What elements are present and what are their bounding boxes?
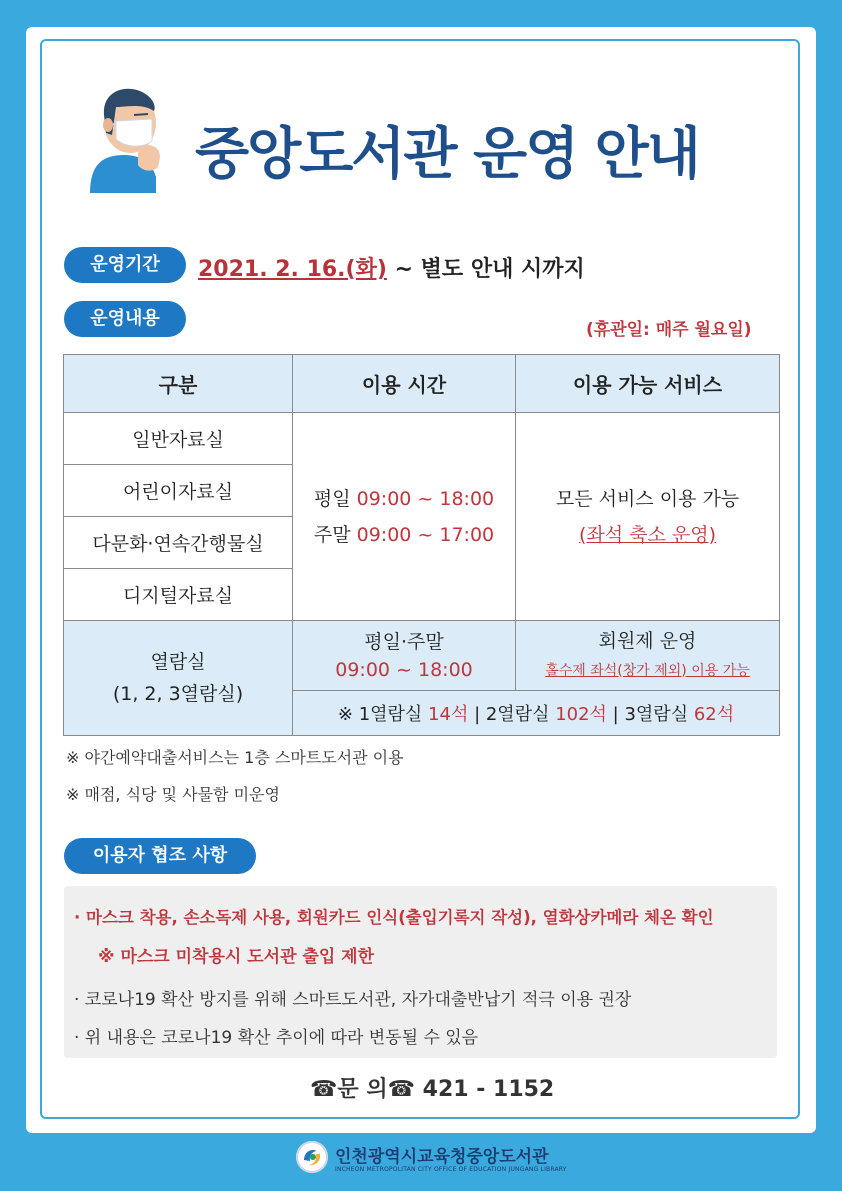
library-name-english: INCHEON METROPOLITAN CITY OFFICE OF EDUCATION JUNGANG LIBRARY	[335, 1166, 567, 1173]
masked-person-icon	[82, 85, 172, 193]
operation-period	[198, 252, 585, 283]
room-hours-cell	[293, 413, 516, 621]
weekday-label: 평일	[313, 487, 357, 510]
reading-hours-cell	[293, 621, 516, 691]
weekend-time: 09:00 ~ 17:00	[356, 523, 495, 546]
seat-room2: 2열람실	[485, 704, 556, 725]
reading-hours-label: 평일·주말	[364, 630, 444, 653]
weekend-label: 주말	[313, 523, 357, 546]
period-label-badge: 운영기간	[64, 247, 186, 283]
seat-count-cell	[293, 691, 780, 736]
seat-room1-count: 14석	[428, 704, 469, 725]
contact-info	[310, 1072, 554, 1103]
seat-separator: |	[606, 704, 625, 725]
weekend-hours	[293, 517, 515, 553]
header-services: 이용 가능 서비스	[516, 355, 780, 413]
seat-room3-count: 62석	[693, 704, 735, 725]
room-digital: 디지털자료실	[64, 569, 293, 621]
phone-icon: ☎	[310, 1077, 338, 1102]
table-row	[64, 413, 780, 465]
closed-day-note: (휴관일: 매주 월요일)	[586, 320, 752, 340]
contact-number: 421 - 1152	[422, 1077, 555, 1102]
room-children: 어린이자료실	[64, 465, 293, 517]
room-general: 일반자료실	[64, 413, 293, 465]
operation-table	[63, 354, 780, 736]
seat-room1: 1열람실	[358, 704, 429, 725]
cooperation-label-badge: 이용자 협조 사항	[64, 838, 256, 874]
page-title: 중앙도서관 운영 안내	[195, 122, 699, 187]
contact-label: 문 의	[337, 1077, 388, 1102]
cooperation-line-change-notice: · 위 내용은 코로나19 확산 추이에 따라 변동될 수 있음	[74, 1028, 479, 1048]
cooperation-line-mask: · 마스크 착용, 손소독제 사용, 회원카드 인식(출입기록지 작성), 열화상카메라 체온 확인	[74, 908, 714, 927]
note-night-loan: ※ 야간예약대출서비스는 1층 스마트도서관 이용	[66, 748, 404, 767]
cooperation-line-smart-library: · 코로나19 확산 방지를 위해 스마트도서관, 자가대출반납기 적극 이용 권장	[74, 990, 632, 1010]
seat-separator: |	[468, 704, 486, 725]
library-logo-icon	[295, 1140, 329, 1174]
weekday-time: 09:00 ~ 18:00	[356, 487, 495, 510]
phone-icon: ☎	[387, 1077, 423, 1102]
table-row	[64, 621, 780, 691]
period-date: 2021. 2. 16.(화)	[198, 257, 387, 282]
service-note: (좌석 축소 운영)	[578, 523, 717, 546]
header-hours: 이용 시간	[293, 355, 516, 413]
service-main: 모든 서비스 이용 가능	[555, 487, 740, 510]
weekday-hours	[293, 481, 515, 517]
reading-room-sub: (1, 2, 3열람실)	[112, 683, 244, 705]
table-header-row	[64, 355, 780, 413]
reading-room-name: 열람실	[150, 651, 206, 673]
library-name: 인천광역시교육청중앙도서관	[335, 1147, 549, 1167]
period-rest: ~ 별도 안내 시까지	[386, 257, 585, 282]
cooperation-line-restriction: ※ 마스크 미착용시 도서관 출입 제한	[98, 947, 375, 967]
seat-room2-count: 102석	[555, 704, 607, 725]
reading-hours-time: 09:00 ~ 18:00	[335, 658, 473, 681]
reading-room-cell	[64, 621, 293, 736]
reading-service-cell	[516, 621, 780, 691]
content-label-badge: 운영내용	[64, 301, 186, 337]
room-multicultural: 다문화·연속간행물실	[64, 517, 293, 569]
reading-service-note: 홀수제 좌석(창가 제외) 이용 가능	[545, 662, 750, 679]
reading-service-main: 회원제 운영	[598, 629, 697, 652]
note-facilities: ※ 매점, 식당 및 사물함 미운영	[66, 785, 280, 804]
header-category: 구분	[64, 355, 293, 413]
seat-room3: 3열람실	[624, 704, 694, 725]
room-service-cell	[516, 413, 780, 621]
seat-prefix: ※	[337, 704, 359, 725]
